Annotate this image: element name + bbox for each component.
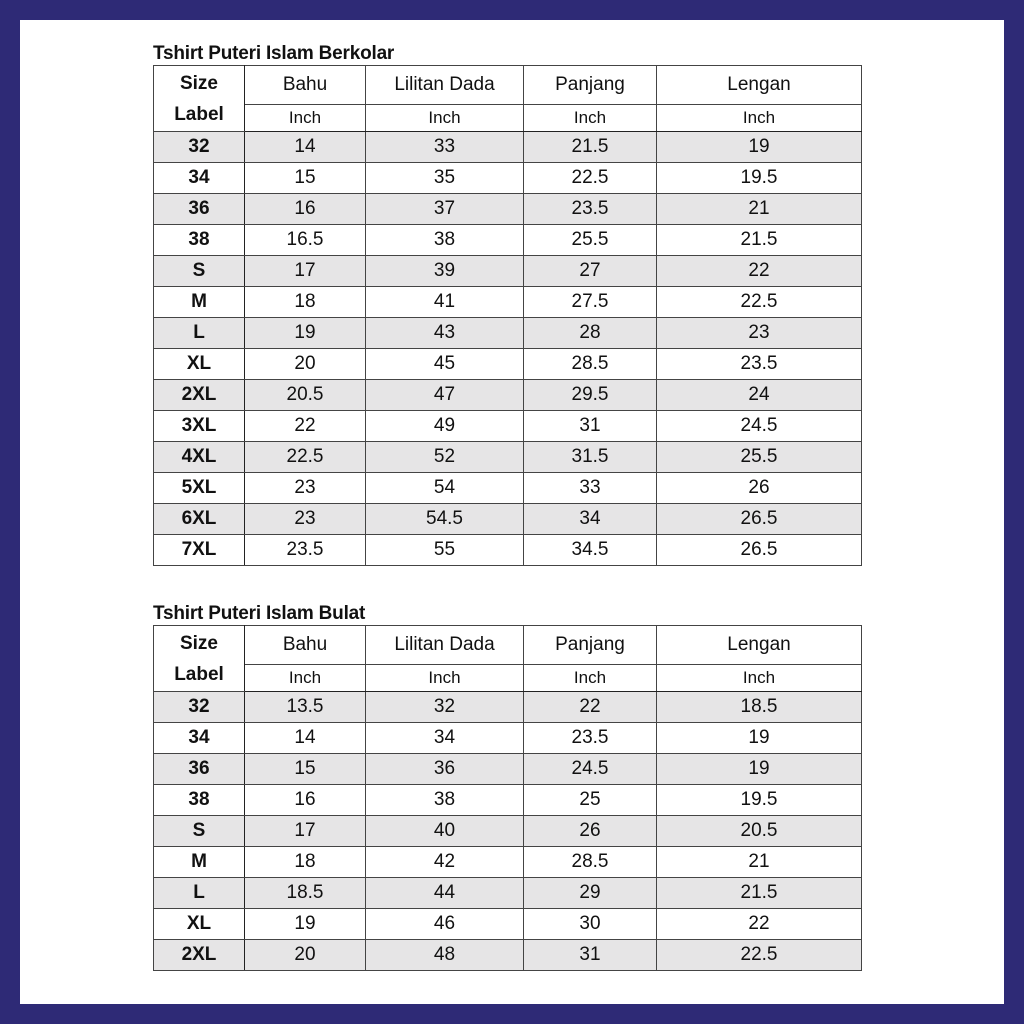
size-cell: 7XL [154,535,245,566]
lilitan-dada-cell: 44 [366,878,524,909]
bahu-cell: 18.5 [245,878,366,909]
column-header-lengan: Lengan [657,66,862,105]
panjang-cell: 21.5 [524,132,657,163]
size-label-line2: Label [174,663,224,685]
bahu-cell: 19 [245,909,366,940]
panjang-cell: 34 [524,504,657,535]
lilitan-dada-cell: 34 [366,723,524,754]
panjang-cell: 31 [524,940,657,971]
panjang-cell: 23.5 [524,723,657,754]
lengan-cell: 21.5 [657,878,862,909]
panjang-cell: 25 [524,785,657,816]
table-row [154,785,862,816]
size-cell: L [154,878,245,909]
panjang-cell: 22.5 [524,163,657,194]
lilitan-dada-cell: 37 [366,194,524,225]
table-row [154,318,862,349]
table-row [154,878,862,909]
lilitan-dada-cell: 48 [366,940,524,971]
size-cell: 38 [154,785,245,816]
unit-label: Inch [245,105,366,132]
size-table [153,65,862,566]
lilitan-dada-cell: 40 [366,816,524,847]
size-cell: 34 [154,163,245,194]
column-header-panjang: Panjang [524,626,657,665]
unit-label: Inch [524,665,657,692]
unit-label: Inch [366,665,524,692]
size-cell: 2XL [154,940,245,971]
bahu-cell: 15 [245,754,366,785]
column-header-lengan: Lengan [657,626,862,665]
lilitan-dada-cell: 46 [366,909,524,940]
lengan-cell: 24 [657,380,862,411]
bahu-cell: 17 [245,816,366,847]
lengan-cell: 19 [657,723,862,754]
lengan-cell: 23 [657,318,862,349]
bahu-cell: 16.5 [245,225,366,256]
panjang-cell: 29 [524,878,657,909]
lengan-cell: 21.5 [657,225,862,256]
size-cell: XL [154,349,245,380]
size-cell: M [154,287,245,318]
lengan-cell: 19 [657,754,862,785]
table-row [154,349,862,380]
panjang-cell: 25.5 [524,225,657,256]
table-row [154,473,862,504]
lilitan-dada-cell: 39 [366,256,524,287]
table-row [154,256,862,287]
table-row [154,723,862,754]
size-cell: S [154,256,245,287]
table-row [154,132,862,163]
column-header-panjang: Panjang [524,66,657,105]
table-row [154,380,862,411]
table-row [154,442,862,473]
lengan-cell: 18.5 [657,692,862,723]
lilitan-dada-cell: 45 [366,349,524,380]
size-cell: 5XL [154,473,245,504]
panjang-cell: 30 [524,909,657,940]
lilitan-dada-cell: 42 [366,847,524,878]
size-chart-berkolar [153,42,861,566]
size-table [153,625,862,971]
panjang-cell: 24.5 [524,754,657,785]
panjang-cell: 34.5 [524,535,657,566]
table-row [154,163,862,194]
column-header-bahu: Bahu [245,626,366,665]
lengan-cell: 21 [657,847,862,878]
size-label-line1: Size [179,632,219,654]
table-title: Tshirt Puteri Islam Berkolar [153,43,395,64]
size-cell: 6XL [154,504,245,535]
table-row [154,847,862,878]
bahu-cell: 20 [245,349,366,380]
lengan-cell: 26.5 [657,535,862,566]
lengan-cell: 22 [657,909,862,940]
size-cell: 36 [154,194,245,225]
size-cell: 4XL [154,442,245,473]
unit-label: Inch [366,105,524,132]
table-row [154,754,862,785]
lengan-cell: 23.5 [657,349,862,380]
lilitan-dada-cell: 52 [366,442,524,473]
lilitan-dada-cell: 49 [366,411,524,442]
lilitan-dada-cell: 38 [366,225,524,256]
lengan-cell: 24.5 [657,411,862,442]
size-cell: 32 [154,132,245,163]
bahu-cell: 16 [245,785,366,816]
size-chart-bulat [153,602,861,971]
page-frame [20,20,1004,1004]
table-body [154,132,862,566]
bahu-cell: 15 [245,163,366,194]
lengan-cell: 21 [657,194,862,225]
bahu-cell: 17 [245,256,366,287]
table-row [154,504,862,535]
bahu-cell: 19 [245,318,366,349]
table-row [154,940,862,971]
lengan-cell: 26.5 [657,504,862,535]
size-cell: S [154,816,245,847]
column-header-lilitan-dada: Lilitan Dada [366,66,524,105]
panjang-cell: 26 [524,816,657,847]
table-row [154,816,862,847]
lilitan-dada-cell: 54 [366,473,524,504]
lilitan-dada-cell: 35 [366,163,524,194]
size-cell: 2XL [154,380,245,411]
panjang-cell: 23.5 [524,194,657,225]
bahu-cell: 18 [245,287,366,318]
column-header-lilitan-dada: Lilitan Dada [366,626,524,665]
lengan-cell: 22.5 [657,940,862,971]
table-title: Tshirt Puteri Islam Bulat [153,603,366,624]
size-cell: 36 [154,754,245,785]
bahu-cell: 16 [245,194,366,225]
size-cell: 38 [154,225,245,256]
bahu-cell: 20.5 [245,380,366,411]
table-row [154,909,862,940]
bahu-cell: 14 [245,723,366,754]
size-cell: 32 [154,692,245,723]
bahu-cell: 23 [245,504,366,535]
unit-label: Inch [245,665,366,692]
table-row [154,194,862,225]
lilitan-dada-cell: 55 [366,535,524,566]
bahu-cell: 22 [245,411,366,442]
panjang-cell: 28.5 [524,847,657,878]
table-row [154,287,862,318]
lilitan-dada-cell: 38 [366,785,524,816]
bahu-cell: 14 [245,132,366,163]
lilitan-dada-cell: 36 [366,754,524,785]
panjang-cell: 31.5 [524,442,657,473]
size-cell: 3XL [154,411,245,442]
unit-label: Inch [524,105,657,132]
size-label-header [154,66,245,132]
bahu-cell: 23.5 [245,535,366,566]
lengan-cell: 22 [657,256,862,287]
panjang-cell: 28 [524,318,657,349]
panjang-cell: 22 [524,692,657,723]
panjang-cell: 33 [524,473,657,504]
lilitan-dada-cell: 43 [366,318,524,349]
lilitan-dada-cell: 47 [366,380,524,411]
lengan-cell: 19.5 [657,785,862,816]
lilitan-dada-cell: 32 [366,692,524,723]
table-row [154,411,862,442]
bahu-cell: 18 [245,847,366,878]
bahu-cell: 23 [245,473,366,504]
panjang-cell: 28.5 [524,349,657,380]
table-row [154,535,862,566]
panjang-cell: 31 [524,411,657,442]
lengan-cell: 22.5 [657,287,862,318]
table-row [154,225,862,256]
table-body [154,692,862,971]
panjang-cell: 27 [524,256,657,287]
lilitan-dada-cell: 41 [366,287,524,318]
column-header-bahu: Bahu [245,66,366,105]
table-row [154,692,862,723]
bahu-cell: 13.5 [245,692,366,723]
size-label-header [154,626,245,692]
panjang-cell: 29.5 [524,380,657,411]
lengan-cell: 26 [657,473,862,504]
lengan-cell: 25.5 [657,442,862,473]
size-cell: 34 [154,723,245,754]
unit-label: Inch [657,105,862,132]
size-cell: M [154,847,245,878]
unit-label: Inch [657,665,862,692]
lengan-cell: 19.5 [657,163,862,194]
size-cell: XL [154,909,245,940]
size-label-line1: Size [179,72,219,94]
bahu-cell: 22.5 [245,442,366,473]
lilitan-dada-cell: 33 [366,132,524,163]
lilitan-dada-cell: 54.5 [366,504,524,535]
size-label-line2: Label [174,103,224,125]
lengan-cell: 20.5 [657,816,862,847]
lengan-cell: 19 [657,132,862,163]
bahu-cell: 20 [245,940,366,971]
size-cell: L [154,318,245,349]
panjang-cell: 27.5 [524,287,657,318]
